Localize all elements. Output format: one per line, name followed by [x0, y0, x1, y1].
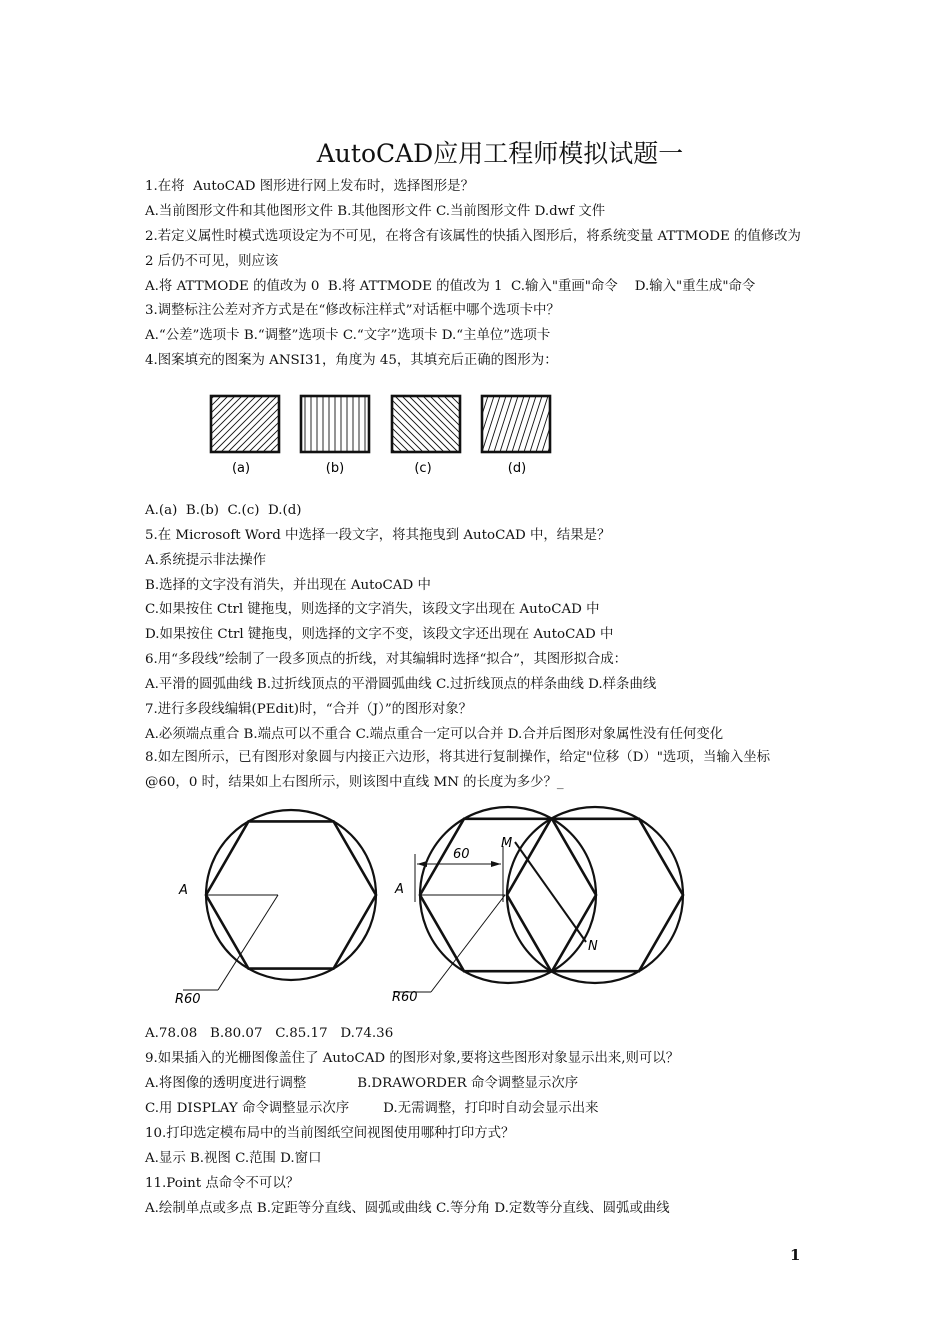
hatch-d	[452, 396, 578, 452]
hatch-line	[402, 396, 458, 452]
hatch-c	[332, 396, 521, 452]
hatch-line	[221, 396, 277, 452]
hexagon-figure	[165, 800, 705, 1015]
page-number: 1	[790, 1246, 801, 1264]
hatch-line	[332, 396, 388, 452]
label-n: N	[588, 939, 598, 954]
label-a: (a)	[231, 461, 251, 476]
hatch-line	[284, 396, 340, 452]
options-3: A.“公差”选项卡 B.“调整”选项卡 C.“文字”选项卡 D.“主单位”选项卡	[145, 328, 551, 343]
hatch-line	[242, 396, 298, 452]
question-5: 5.在 Microsoft Word 中选择一段文字，将其拖曳到 AutoCAD 中，结果是？	[145, 528, 611, 543]
hatch-line	[554, 396, 572, 452]
option-5d: D.如果按住 Ctrl 键拖曳，则选择的文字不变，该段文字还出现在 AutoCAD 中	[145, 627, 614, 642]
hatch-line	[158, 396, 214, 452]
question-4: 4.图案填充的图案为 ANSI31，角度为 45，其填充后正确的图形为：	[145, 353, 558, 368]
hatch-line	[464, 396, 482, 452]
hatch-line	[430, 396, 486, 452]
hatch-line	[256, 396, 312, 452]
question-2: 2.若定义属性时模式选项设定为不可见，在将含有该属性的快插入图形后，将系统变量 ATTMODE 的值修改为 2 后仍不可见，则应该	[145, 229, 801, 269]
hatch-line	[374, 396, 430, 452]
label-m: M	[501, 836, 513, 851]
option-5b: B.选择的文字没有消失，并出现在 AutoCAD 中	[145, 578, 431, 593]
hatch-line	[381, 396, 437, 452]
hatch-line	[179, 396, 235, 452]
hatch-line	[151, 396, 207, 452]
hatch-line	[465, 396, 521, 452]
hatch-line	[560, 396, 578, 452]
hatch-figure	[205, 392, 565, 482]
hatch-line	[367, 396, 423, 452]
options-9cd: C.用 DISPLAY 命令调整显示次序 D.无需调整，打印时自动会显示出来	[145, 1101, 599, 1116]
label-d: (d)	[507, 461, 527, 476]
question-1: 1.在将 AutoCAD 图形进行网上发布时，选择图形是？	[145, 179, 474, 194]
label-c: (c)	[414, 461, 432, 476]
options-6: A.平滑的圆弧曲线 B.过折线顶点的平滑圆弧曲线 C.过折线顶点的样条曲线 D.样条曲线	[145, 677, 657, 692]
hatch-line	[193, 396, 249, 452]
question-9: 9.如果插入的光栅图像盖住了 AutoCAD 的图形对象,要将这些图形对象显示出来,则可以？	[145, 1051, 680, 1066]
hatch-b	[305, 396, 365, 452]
hatch-line	[416, 396, 472, 452]
question-7: 7.进行多段线编辑(PEdit)时，“合并（J）”的图形对象？	[145, 702, 473, 717]
dimension-label: 60	[453, 847, 470, 862]
left-label-r: R60	[175, 992, 201, 1007]
right-label-a: A	[395, 882, 404, 897]
options-11: A.绘制单点或多点 B.定距等分直线、圆弧或曲线 C.等分角 D.定数等分直线、圆弧或曲线	[145, 1201, 670, 1216]
hatch-line	[409, 396, 465, 452]
question-6: 6.用“多段线”绘制了一段多顶点的折线，对其编辑时选择“拟合”，其图形拟合成：	[145, 652, 628, 667]
question-10: 10.打印选定模布局中的当前图纸空间视图使用哪种打印方式？	[145, 1126, 515, 1141]
options-2: A.将 ATTMODE 的值改为 0 B.将 ATTMODE 的值改为 1 C.输入"重画"命令 D.输入"重生成"命令	[145, 279, 756, 294]
hatch-line	[346, 396, 402, 452]
hatch-line	[353, 396, 409, 452]
hatch-line	[423, 396, 479, 452]
hatch-a	[151, 396, 340, 452]
question-8: 8.如左图所示，已有图形对象圆与内接正六边形，将其进行复制操作，给定"位移（D）"选项，当输入坐标 @60，0 时，结果如上右图所示，则该图中直线 MN 的长度为多少？_	[145, 750, 771, 790]
hatch-line	[388, 396, 444, 452]
option-5a: A.系统提示非法操作	[145, 553, 267, 568]
hatch-line	[214, 396, 270, 452]
options-7: A.必须端点重合 B.端点可以不重合 C.端点重合一定可以合并 D.合并后图形对象属性没有任何变化	[145, 727, 724, 742]
hatch-line	[207, 396, 263, 452]
question-3: 3.调整标注公差对齐方式是在“修改标注样式”对话框中哪个选项卡中？	[145, 303, 560, 318]
hatch-line	[235, 396, 291, 452]
hatch-line	[200, 396, 256, 452]
hatch-line	[186, 396, 242, 452]
question-11: 11.Point 点命令不可以？	[145, 1176, 300, 1191]
options-9ab: A.将图像的透明度进行调整 B.DRAWORDER 命令调整显示次序	[145, 1076, 579, 1091]
option-5c: C.如果按住 Ctrl 键拖曳，则选择的文字消失，该段文字出现在 AutoCAD 中	[145, 602, 600, 617]
hatch-line	[249, 396, 305, 452]
left-label-a: A	[179, 883, 188, 898]
hatch-line	[165, 396, 221, 452]
options-4: A.(a) B.(b) C.(c) D.(d)	[145, 503, 302, 518]
options-10: A.显示 B.视图 C.范围 D.窗口	[145, 1151, 322, 1166]
options-8: A.78.08 B.80.07 C.85.17 D.74.36	[145, 1026, 394, 1041]
label-b: (b)	[325, 461, 345, 476]
options-1: A.当前图形文件和其他图形文件 B.其他图形文件 C.当前图形文件 D.dwf 文件	[145, 204, 606, 219]
hatch-line	[172, 396, 228, 452]
hatch-line	[395, 396, 451, 452]
hatch-line	[228, 396, 284, 452]
hatch-line	[458, 396, 514, 452]
right-label-r: R60	[392, 990, 418, 1005]
page-title: AutoCAD应用工程师模拟试题一	[316, 139, 684, 168]
